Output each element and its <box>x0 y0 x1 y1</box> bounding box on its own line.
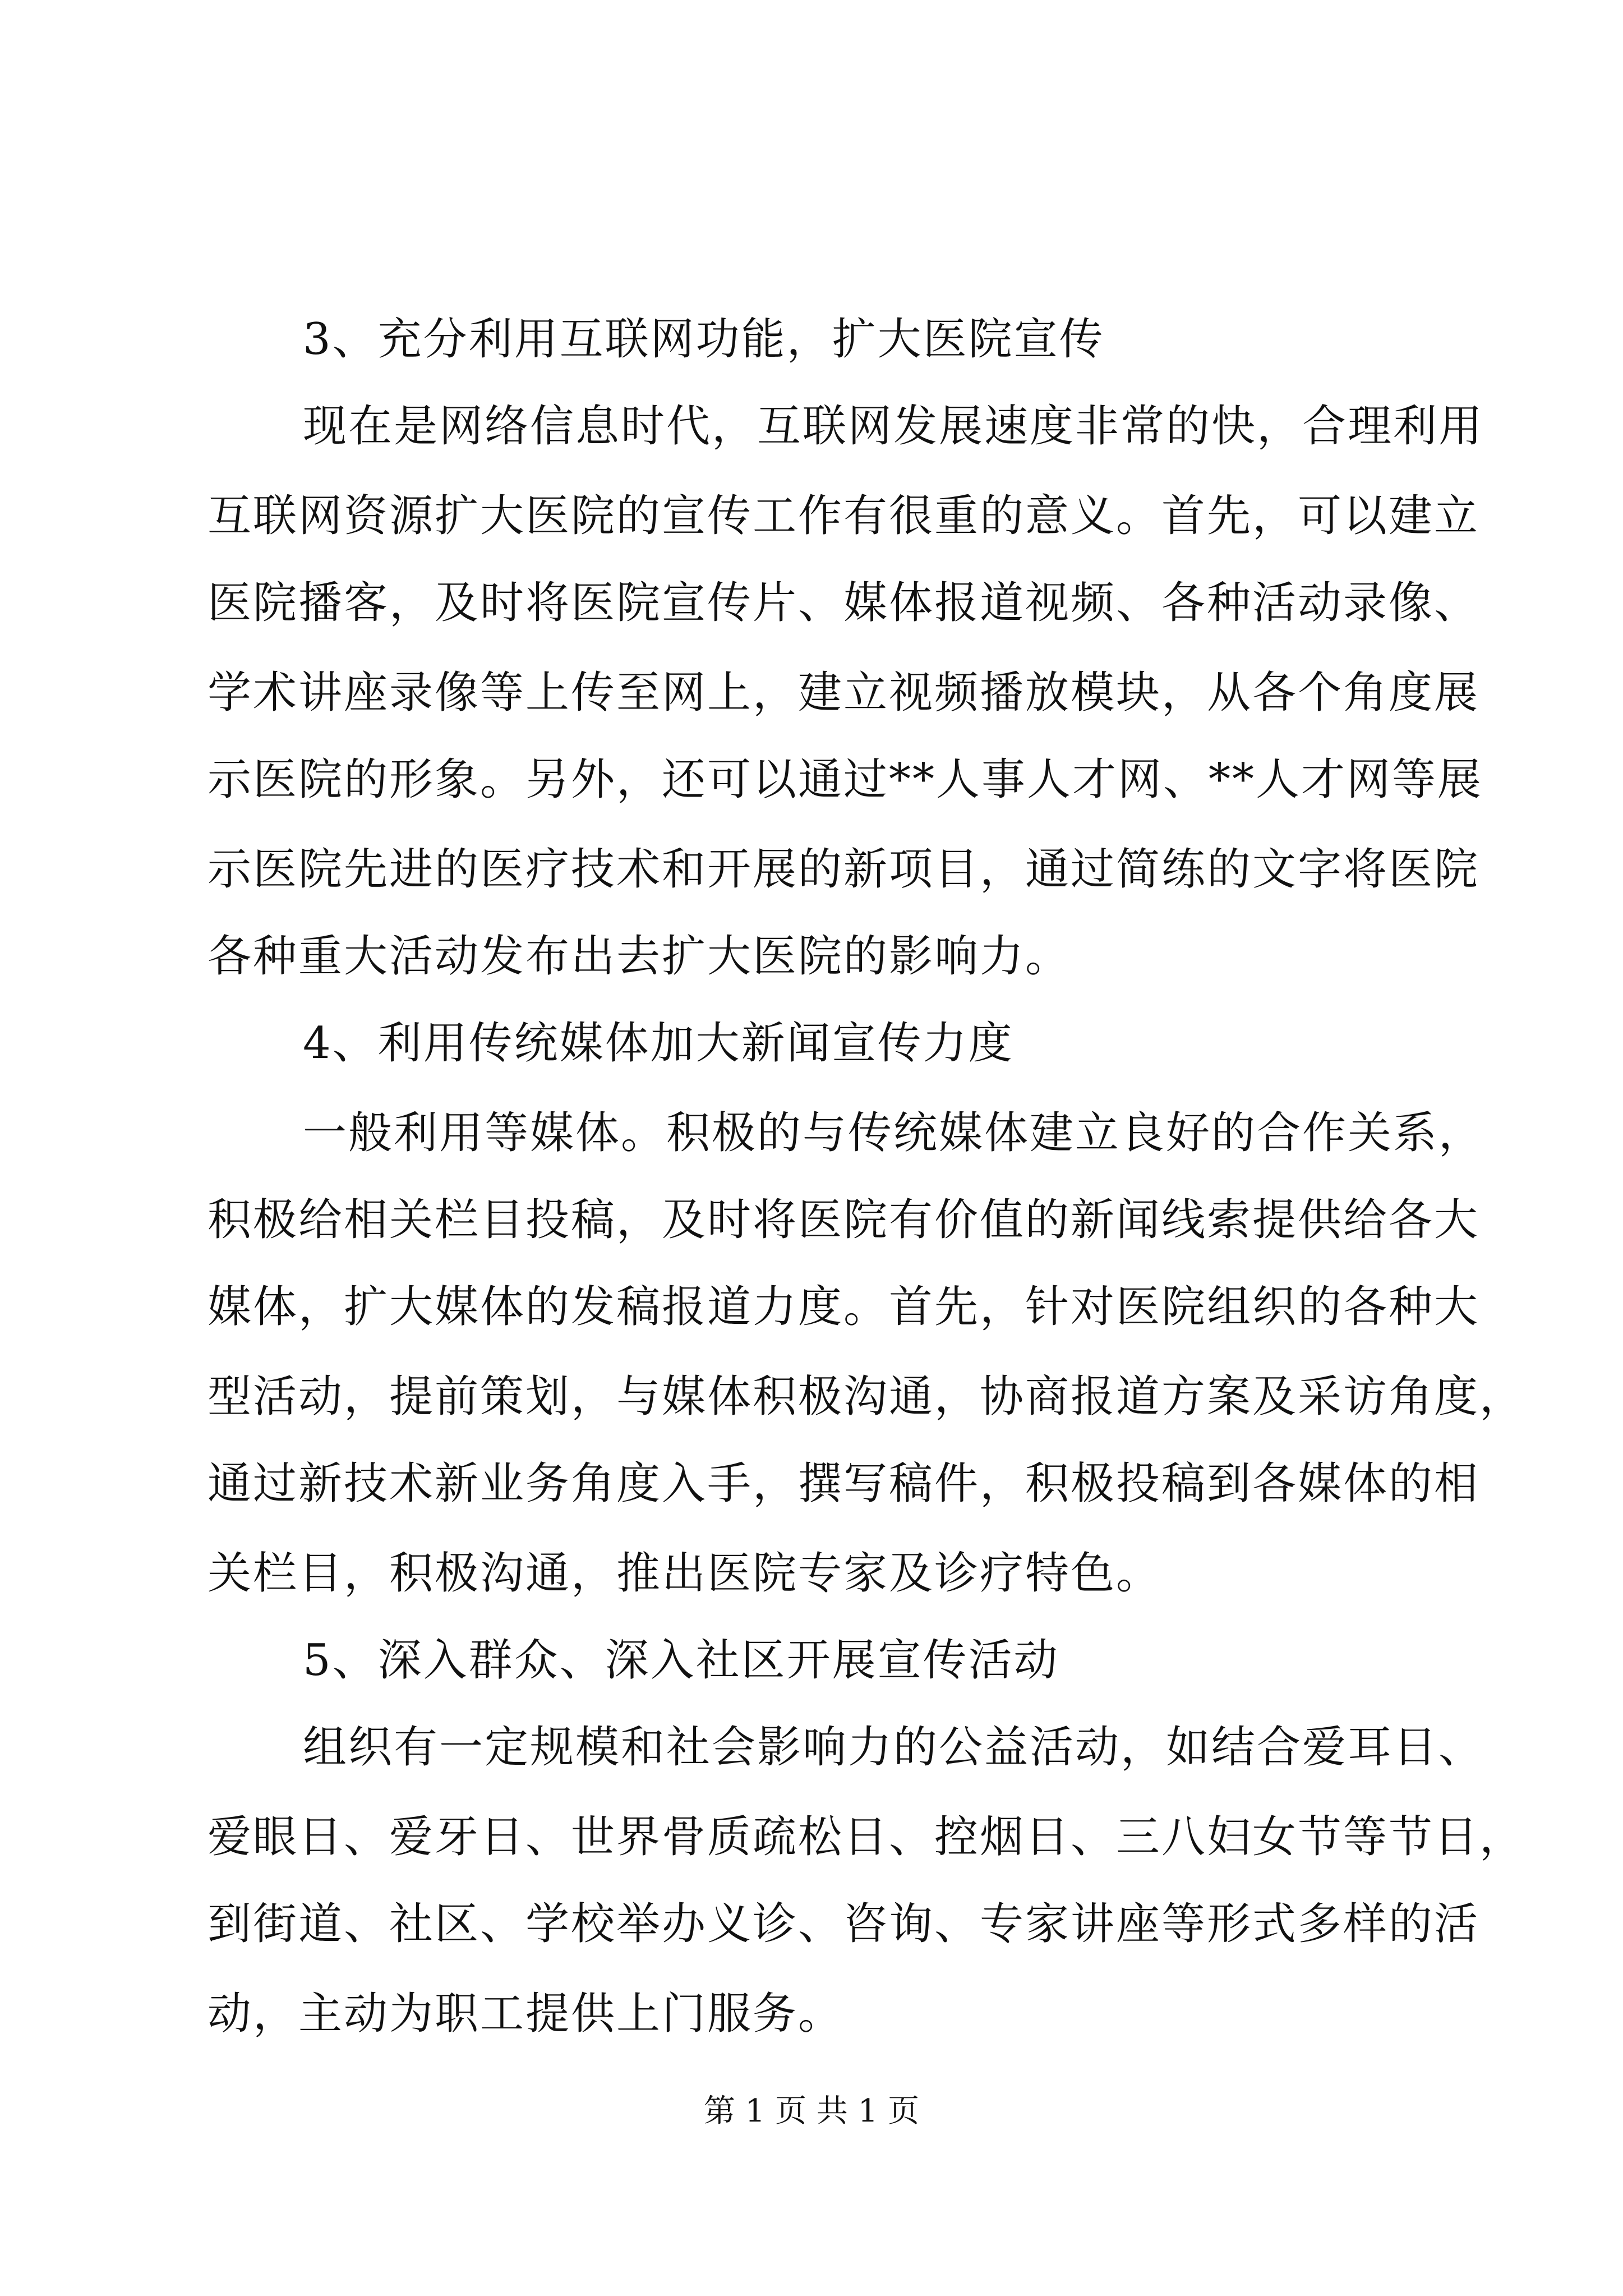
paragraph-line: 爱眼日、爱牙日、世界骨质疏松日、控烟日、三八妇女节等节日， <box>208 1812 1525 1862</box>
section-heading: 4、利用传统媒体加大新闻宣传力度 <box>303 1018 1014 1069</box>
paragraph-line: 示医院先进的医疗技术和开展的新项目，通过简练的文字将医院 <box>208 844 1480 895</box>
paragraph-line: 动，主动为职工提供上门服务。 <box>208 1989 844 2039</box>
paragraph-line: 各种重大活动发布出去扩大医院的影响力。 <box>208 931 1071 982</box>
paragraph-line: 积极给相关栏目投稿，及时将医院有价值的新闻线索提供给各大 <box>208 1195 1480 1245</box>
paragraph-line: 到街道、社区、学校举办义诊、咨询、专家讲座等形式多样的活 <box>208 1899 1480 1949</box>
paragraph-line: 示医院的形象。另外，还可以通过**人事人才网、**人才网等展 <box>208 754 1483 805</box>
paragraph-line: 现在是网络信息时代，互联网发展速度非常的快，合理利用 <box>303 401 1484 452</box>
paragraph-line: 互联网资源扩大医院的宣传工作有很重的意义。首先，可以建立 <box>208 491 1480 541</box>
paragraph-line: 组织有一定规模和社会影响力的公益活动，如结合爱耳日、 <box>303 1722 1484 1773</box>
paragraph-line: 一般利用等媒体。积极的与传统媒体建立良好的合作关系， <box>303 1108 1484 1158</box>
paragraph-line: 学术讲座录像等上传至网上，建立视频播放模块，从各个角度展 <box>208 668 1480 718</box>
page-number-footer: 第 1 页 共 1 页 <box>703 2093 920 2129</box>
paragraph-line: 关栏目，积极沟通，推出医院专家及诊疗特色。 <box>208 1548 1162 1599</box>
section-heading: 5、深入群众、深入社区开展宣传活动 <box>303 1635 1059 1686</box>
paragraph-line: 医院播客，及时将医院宣传片、媒体报道视频、各种活动录像、 <box>208 578 1480 628</box>
paragraph-line: 通过新技术新业务角度入手，撰写稿件，积极投稿到各媒体的相 <box>208 1458 1480 1509</box>
paragraph-line: 型活动，提前策划，与媒体积极沟通，协商报道方案及采访角度， <box>208 1372 1525 1422</box>
section-heading: 3、充分利用互联网功能，扩大医院宣传 <box>303 314 1105 365</box>
paragraph-line: 媒体，扩大媒体的发稿报道力度。首先，针对医院组织的各种大 <box>208 1282 1480 1332</box>
